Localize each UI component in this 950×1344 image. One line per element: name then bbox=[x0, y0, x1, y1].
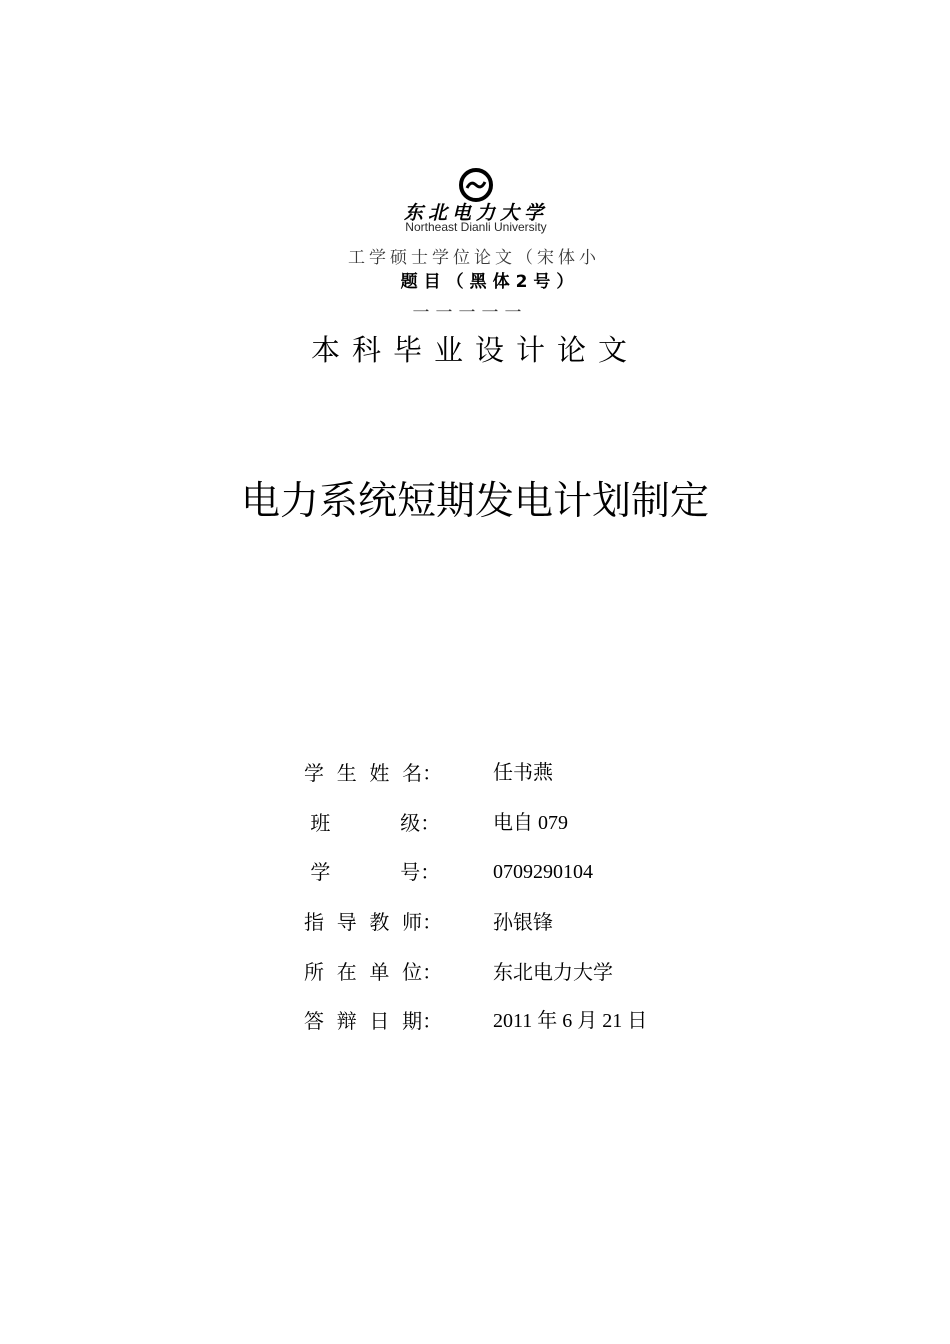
student-name-value: 任书燕 bbox=[493, 762, 553, 784]
info-row-student-name bbox=[304, 758, 704, 788]
template-clipped-line bbox=[330, 303, 610, 323]
advisor-value: 孙银锋 bbox=[493, 910, 553, 934]
advisor-label: 指 导 教 师： bbox=[304, 910, 443, 934]
info-row-student-id bbox=[304, 857, 704, 887]
class-label: 班 级： bbox=[304, 811, 441, 835]
defense-date-label: 答 辩 日 期： bbox=[304, 1009, 443, 1033]
institution-label: 所 在 单 位： bbox=[304, 960, 443, 984]
student-name-label: 学 生 姓 名： bbox=[304, 761, 443, 785]
student-id-value: 0709290104 bbox=[493, 861, 593, 883]
thesis-type: 本科毕业设计论文 bbox=[310, 333, 639, 367]
university-logo bbox=[300, 168, 660, 238]
info-row-defense-date bbox=[304, 1006, 704, 1036]
template-clipped-text: 一一一一一 bbox=[412, 303, 528, 323]
defense-date-value: 2011 年 6 月 21 日 bbox=[493, 1010, 648, 1032]
class-value: 电自 079 bbox=[493, 812, 568, 834]
institution-value: 东北电力大学 bbox=[493, 960, 613, 984]
info-row-class bbox=[304, 808, 704, 838]
university-name-cn: 东北电力大学 bbox=[403, 202, 548, 224]
thesis-title: 电力系统短期发电计划制定 bbox=[240, 479, 709, 524]
student-id-label: 学 号： bbox=[304, 860, 441, 884]
template-title-line: 题目（黑体2号） bbox=[400, 272, 580, 292]
university-emblem-icon bbox=[445, 168, 507, 206]
info-row-institution bbox=[304, 957, 704, 987]
university-name-en: Northeast Dianli University bbox=[405, 220, 547, 234]
info-row-advisor bbox=[304, 907, 704, 937]
template-degree-line: 工学硕士学位论文（宋体小 bbox=[348, 248, 600, 268]
